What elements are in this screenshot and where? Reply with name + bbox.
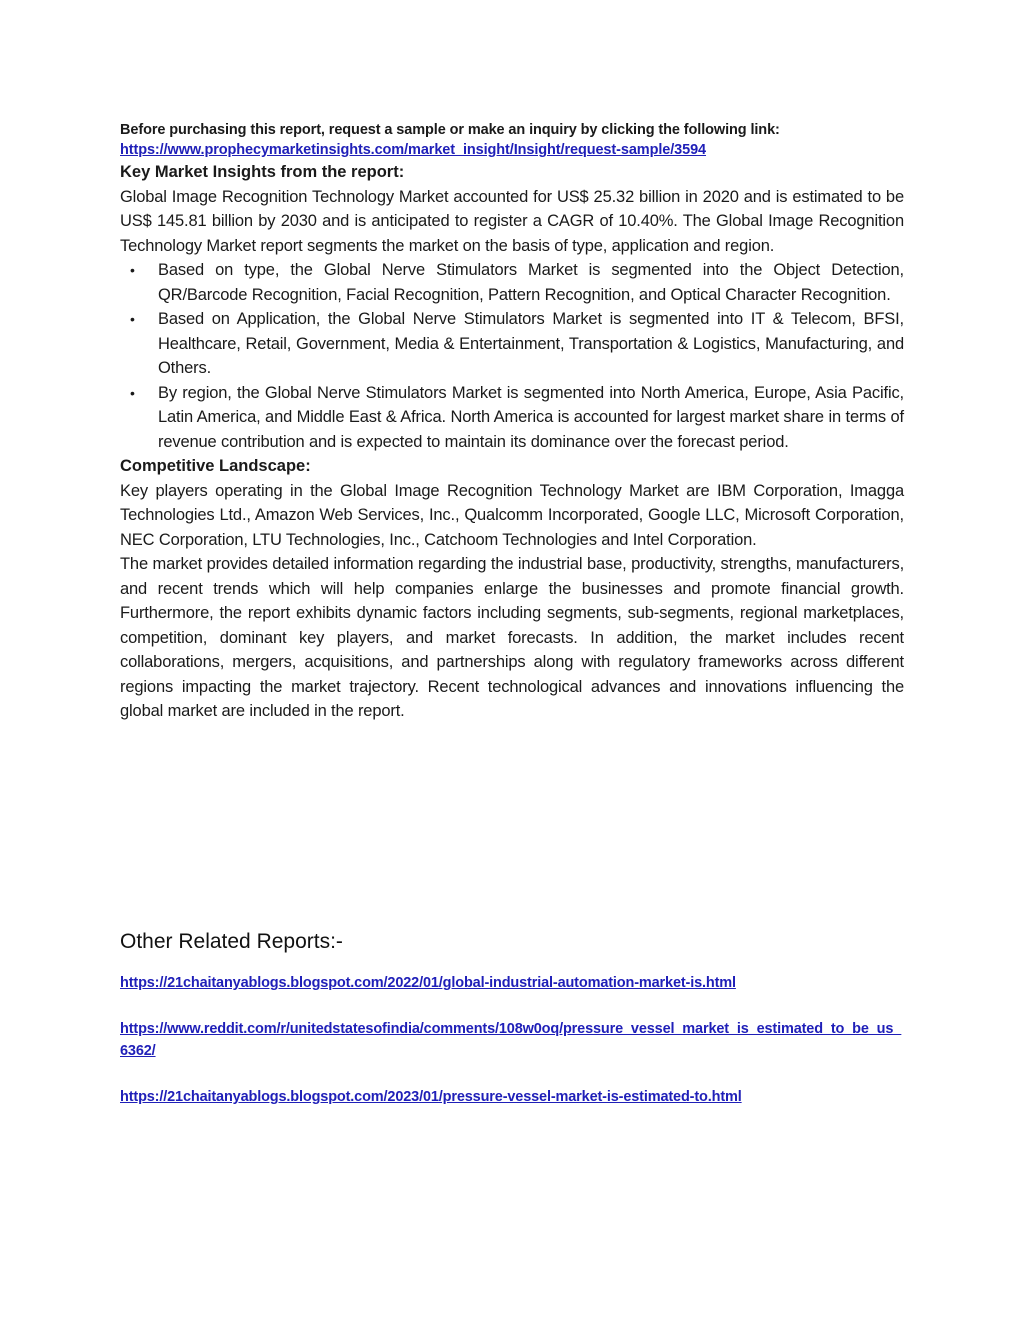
related-reports-title: Other Related Reports:-: [120, 930, 343, 953]
list-item: • Based on type, the Global Nerve Stimulators Market is segmented into the Object Detection, QR/Barcode Recognition, Facial Recognition, Pattern Recognition, and Optical Character Recognition.: [158, 258, 904, 307]
market-details-paragraph: The market provides detailed information regarding the industrial base, productivity, strengths, manufacturers, and recent trends which will help companies enlarge the businesses and promote financial growth. Furthermore, the report exhibits dynamic factors including segments, sub-segments, regional marketplaces, competition, dominant key players, and market forecasts. In addition, the market includes recent collaborations, mergers, acquisitions, and partnerships along with regulatory frameworks across different regions impacting the market trajectory. Recent technological advances and innovations influencing the global market are included in the report.: [120, 555, 904, 720]
segment-bullet-list: [120, 258, 904, 454]
competitive-landscape-heading: Competitive Landscape:: [120, 457, 311, 475]
related-report-link-2[interactable]: https://www.reddit.com/r/unitedstatesofindia/comments/108w0oq/pressure_vessel_market_is_estimated_to_be_us_6362/: [120, 1021, 902, 1059]
bullet-icon: •: [130, 311, 135, 327]
request-sample-link[interactable]: https://www.prophecymarketinsights.com/market_insight/Insight/request-sample/3594: [120, 142, 707, 158]
document-body: [120, 120, 904, 724]
related-report-link-3[interactable]: https://21chaitanyablogs.blogspot.com/2023/01/pressure-vessel-market-is-estimated-to.html: [120, 1089, 742, 1105]
bullet-icon: •: [130, 262, 135, 278]
list-item: • Based on Application, the Global Nerve Stimulators Market is segmented into IT & Telecom, BFSI, Healthcare, Retail, Government, Media & Entertainment, Transportation & Logistics, Manufacturing, and Others.: [158, 307, 904, 381]
list-item: • By region, the Global Nerve Stimulators Market is segmented into North America, Europe, Asia Pacific, Latin America, and Middle East & Africa. North America is accounted for largest market share in terms of revenue contribution and is expected to maintain its dominance over the forecast period.: [158, 381, 904, 455]
related-report-link-1[interactable]: https://21chaitanyablogs.blogspot.com/2022/01/global-industrial-automation-market-is.html: [120, 975, 736, 991]
related-reports-section: [120, 928, 904, 1108]
key-insights-paragraph: Global Image Recognition Technology Market accounted for US$ 25.32 billion in 2020 and is estimated to be US$ 145.81 billion by 2030 and is anticipated to register a CAGR of 10.40%. The Global Image Recognition Technology Market report segments the market on the basis of type, application and region.: [120, 187, 904, 255]
key-insights-heading: Key Market Insights from the report:: [120, 163, 405, 181]
bullet-icon: •: [130, 384, 135, 401]
key-players-paragraph: Key players operating in the Global Image Recognition Technology Market are IBM Corporation, Imagga Technologies Ltd., Amazon Web Services, Inc., Qualcomm Incorporated, Google LLC, Microsoft Corporation, NEC Corporation, LTU Technologies, Inc., Catchoom Technologies and Intel Corporation.: [120, 481, 904, 549]
intro-text: Before purchasing this report, request a sample or make an inquiry by clicking the following link:: [120, 122, 780, 138]
